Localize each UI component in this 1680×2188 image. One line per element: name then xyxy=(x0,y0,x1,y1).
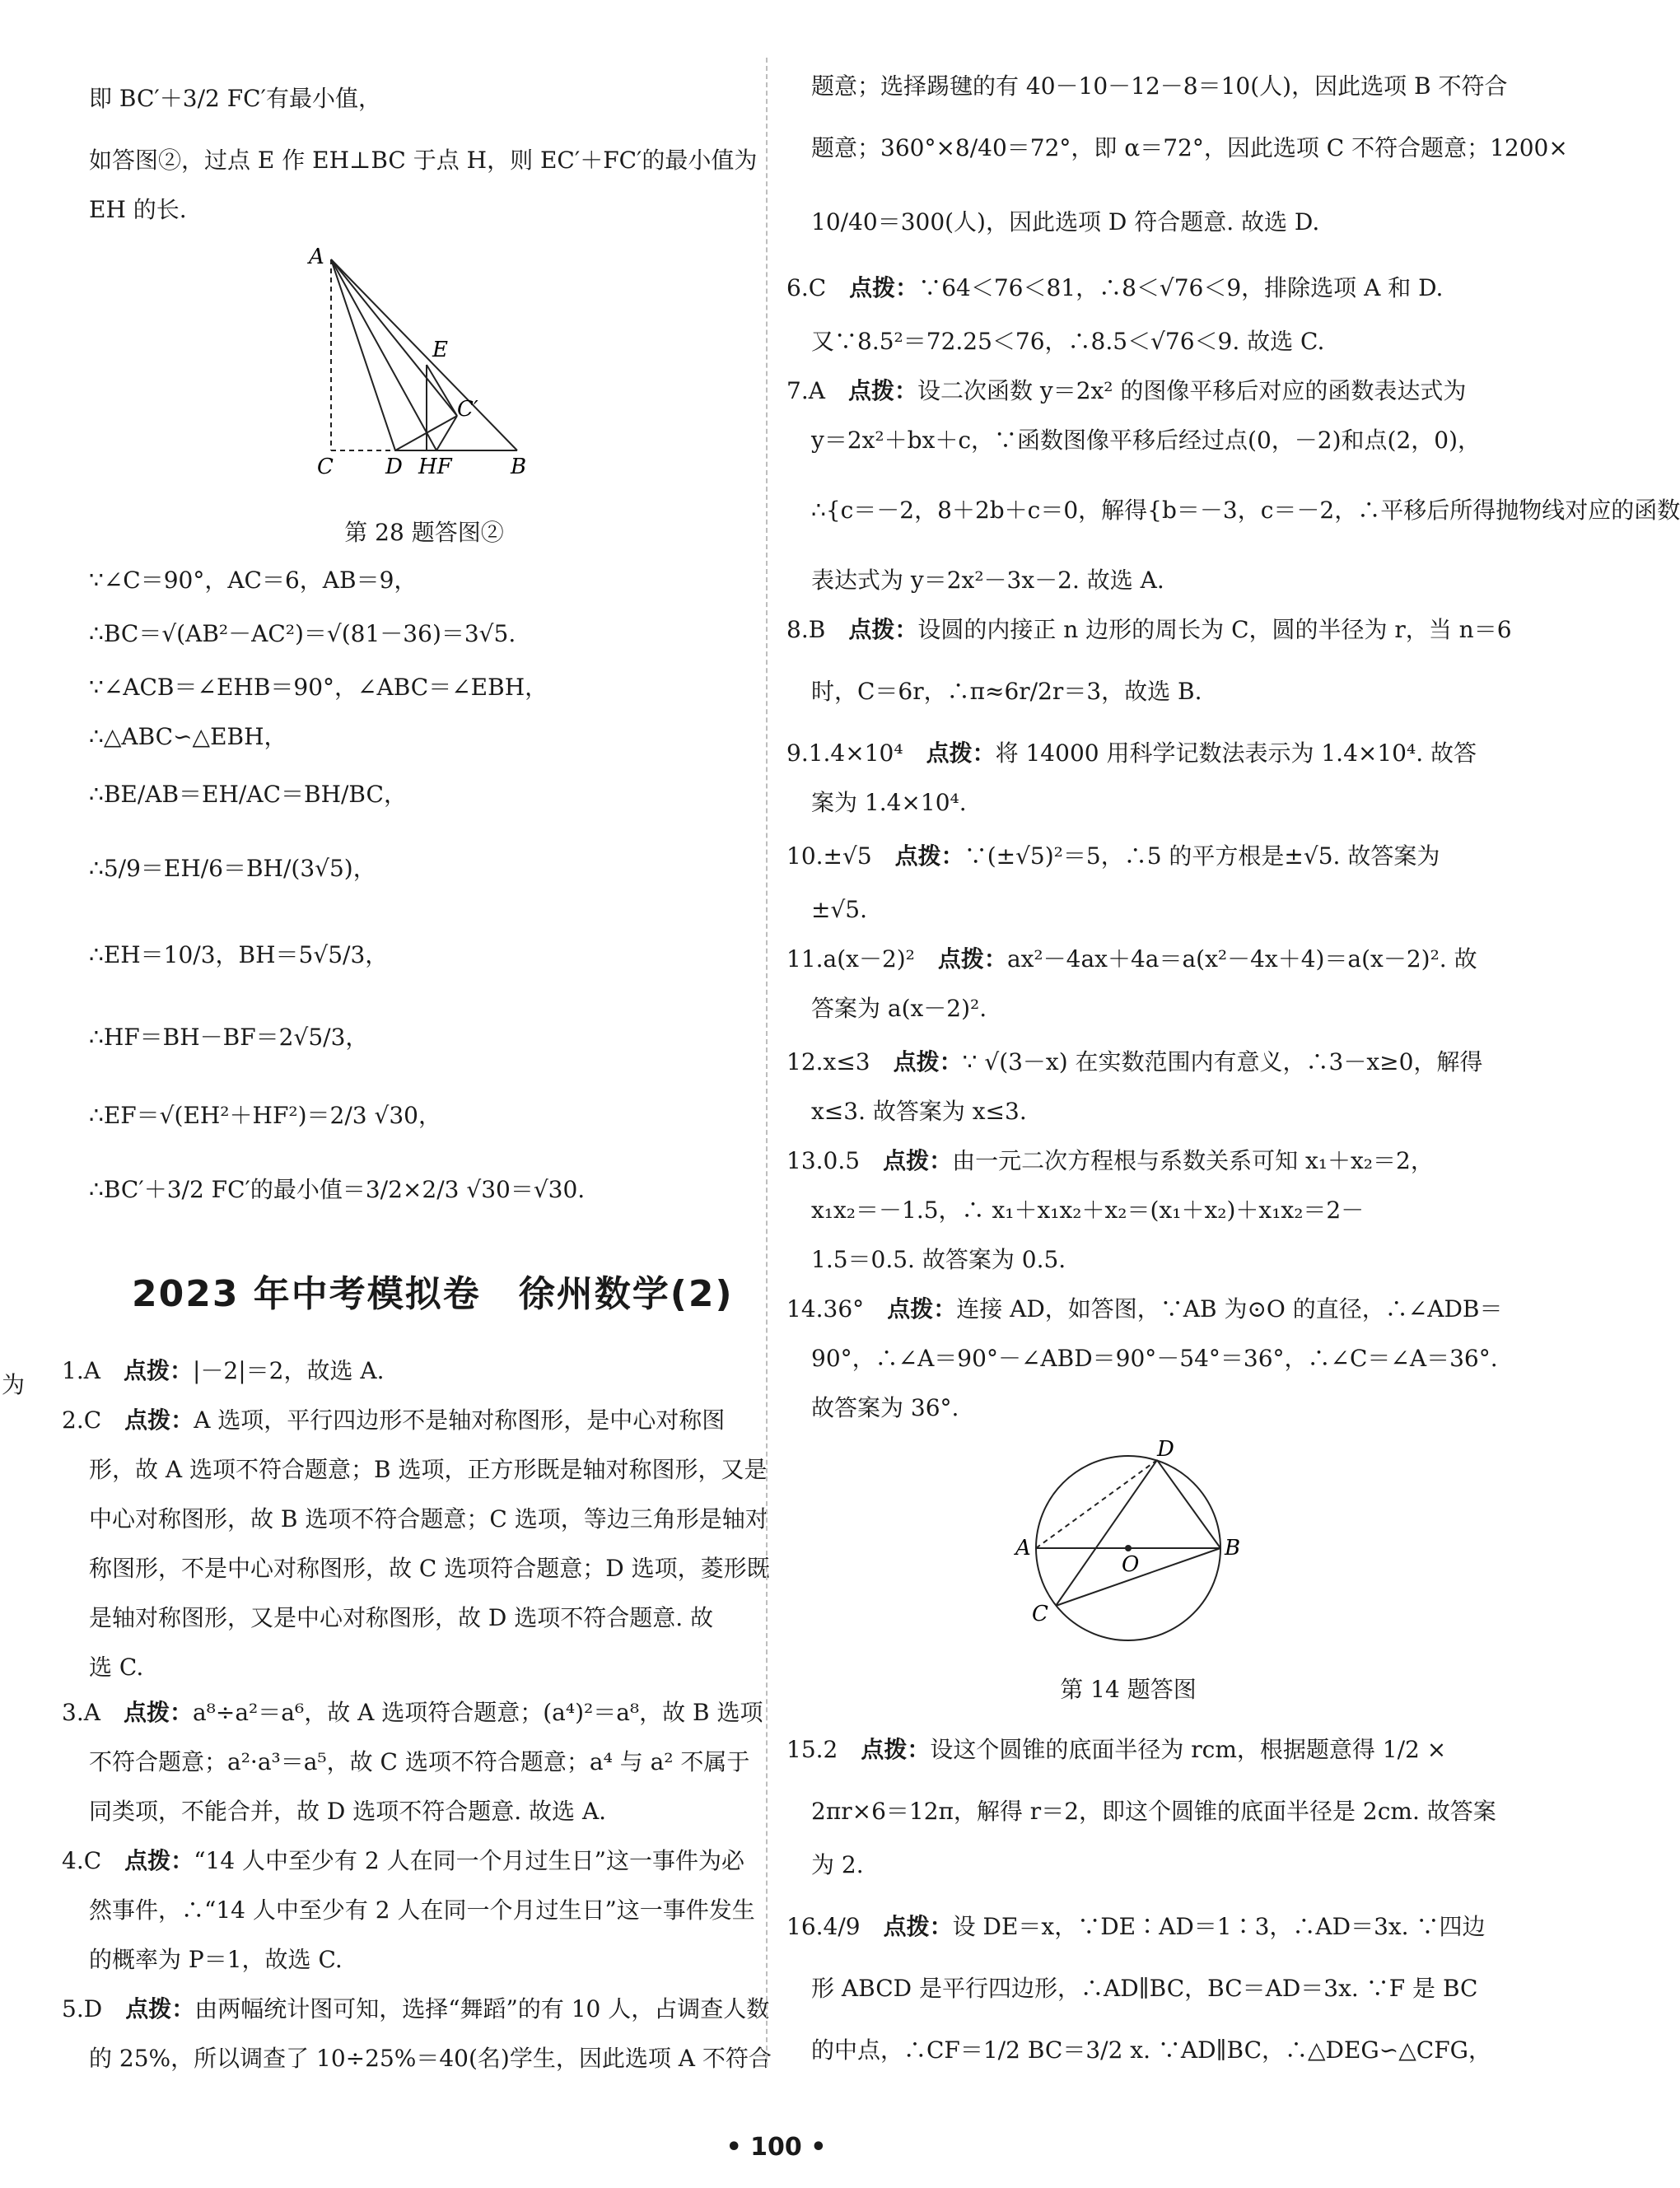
text-line: 不符合题意；a²·a³＝a⁵，故 C 选项不符合题意；a⁴ 与 a² 不属于 xyxy=(89,1748,750,1775)
solution-line: ∵∠ACB＝∠EHB＝90°，∠ABC＝∠EBH， xyxy=(89,674,548,701)
text-line: x₁x₂＝－1.5，∴ x₁＋x₁x₂＋x₂＝(x₁＋x₂)＋x₁x₂＝2－ xyxy=(811,1197,1365,1224)
answer-item-13: 13.0.5 点拨：由一元二次方程根与系数关系可知 x₁＋x₂＝2， xyxy=(786,1147,1434,1174)
figure-14-circle-diagram xyxy=(1009,1433,1256,1647)
figure-28-diagram xyxy=(296,243,560,490)
text-line: 的概率为 P＝1，故选 C. xyxy=(89,1946,343,1973)
text-line: 表达式为 y＝2x²－3x－2. 故选 A. xyxy=(811,567,1164,594)
text-line: y＝2x²＋bx＋c，∵函数图像平移后经过点(0，－2)和点(2，0)， xyxy=(811,427,1482,454)
label-A: A xyxy=(309,245,324,269)
text-line: 2πr×6＝12π，解得 r＝2，即这个圆锥的底面半径是 2cm. 故答案 xyxy=(811,1798,1496,1825)
solution-line: ∴5/9＝EH/6＝BH/(3√5)， xyxy=(89,855,376,882)
text-line: 为 2. xyxy=(811,1851,864,1878)
text-line: 又∵8.5²＝72.25＜76，∴8.5＜√76＜9. 故选 C. xyxy=(811,328,1325,355)
answer-item-6: 6.C 点拨：∵64＜76＜81，∴8＜√76＜9，排除选项 A 和 D. xyxy=(786,274,1444,301)
answer-item-15: 15.2 点拨：设这个圆锥的底面半径为 rcm，根据题意得 1/2 × xyxy=(786,1736,1447,1763)
solution-line: ∴HF＝BH－BF＝2√5/3， xyxy=(89,1024,369,1051)
answer-item-16: 16.4/9 点拨：设 DE＝x，∵DE∶AD＝1∶3，∴AD＝3x. ∵四边 xyxy=(786,1913,1486,1940)
label-E: E xyxy=(432,338,448,362)
text-line: 形 ABCD 是平行四边形，∴AD∥BC，BC＝AD＝3x. ∵F 是 BC xyxy=(811,1975,1478,2002)
text-line: ±√5. xyxy=(811,896,868,923)
answer-item-14: 14.36° 点拨：连接 AD，如答图，∵AB 为⊙O 的直径，∴∠ADB＝ xyxy=(786,1295,1503,1323)
text-line: 中心对称图形，故 B 选项不符合题意；C 选项，等边三角形是轴对 xyxy=(89,1505,768,1533)
text-line: 10/40＝300(人)，因此选项 D 符合题意. 故选 D. xyxy=(811,208,1320,236)
answer-item-4: 4.C 点拨：“14 人中至少有 2 人在同一个月过生日”这一事件为必 xyxy=(62,1847,744,1874)
text-line: ∴{c＝－2，8＋2b＋c＝0，解得{b＝－3，c＝－2，∴平移后所得抛物线对应的函数 xyxy=(811,497,1680,524)
solution-line: ∴BC′＋3/2 FC′的最小值＝3/2×2/3 √30＝√30. xyxy=(89,1176,586,1203)
edge-fragment: 为 xyxy=(2,1371,26,1398)
page-number: • 100 • xyxy=(726,2133,827,2162)
figure-14-caption: 第 14 题答图 xyxy=(1060,1676,1197,1703)
label-A: A xyxy=(1015,1536,1031,1561)
answer-item-7: 7.A 点拨：设二次函数 y＝2x² 的图像平移后对应的函数表达式为 xyxy=(786,377,1467,404)
solution-line: ∴△ABC∽△EBH， xyxy=(89,723,287,750)
answer-item-1: 1.A 点拨：|－2|＝2，故选 A. xyxy=(62,1357,385,1384)
solution-line: ∴BC＝√(AB²－AC²)＝√(81－36)＝3√5. xyxy=(89,620,516,647)
text-line: 的 25%，所以调查了 10÷25%＝40(名)学生，因此选项 A 不符合 xyxy=(89,2045,772,2072)
figure-28-caption: 第 28 题答图② xyxy=(344,519,504,546)
text-line: EH 的长. xyxy=(89,196,187,223)
text-line: 90°，∴∠A＝90°－∠ABD＝90°－54°＝36°，∴∠C＝∠A＝36°. xyxy=(811,1345,1498,1372)
label-HF: HF xyxy=(418,455,452,479)
answer-item-3: 3.A 点拨：a⁸÷a²＝a⁶，故 A 选项符合题意；(a⁴)²＝a⁸，故 B 选项 xyxy=(62,1699,763,1726)
text-line: 称图形，不是中心对称图形，故 C 选项符合题意；D 选项，菱形既 xyxy=(89,1555,770,1582)
solution-line: ∴EH＝10/3，BH＝5√5/3， xyxy=(89,941,389,968)
text-line: 如答图②，过点 E 作 EH⊥BC 于点 H，则 EC′＋FC′的最小值为 xyxy=(89,147,758,174)
answer-item-10: 10.±√5 点拨：∵(±√5)²＝5，∴5 的平方根是±√5. 故答案为 xyxy=(786,842,1440,870)
answer-item-8: 8.B 点拨：设圆的内接正 n 边形的周长为 C，圆的半径为 r，当 n＝6 xyxy=(786,616,1512,643)
label-D: D xyxy=(1157,1437,1174,1462)
answer-item-9: 9.1.4×10⁴ 点拨：将 14000 用科学记数法表示为 1.4×10⁴. 故答 xyxy=(786,739,1477,767)
text-line: 是轴对称图形，又是中心对称图形，故 D 选项不符合题意. 故 xyxy=(89,1604,714,1631)
column-divider xyxy=(766,58,768,2067)
text-line: 然事件，∴“14 人中至少有 2 人在同一个月过生日”这一事件发生 xyxy=(89,1896,755,1924)
label-D: D xyxy=(385,455,403,479)
text-line: 1.5＝0.5. 故答案为 0.5. xyxy=(811,1246,1066,1273)
text-line: 题意；选择踢毽的有 40－10－12－8＝10(人)，因此选项 B 不符合 xyxy=(811,72,1508,100)
section-title: 2023 年中考模拟卷 徐州数学(2) xyxy=(132,1273,734,1315)
text-line: 同类项，不能合并，故 D 选项不符合题意. 故选 A. xyxy=(89,1798,607,1825)
text-line: 形，故 A 选项不符合题意；B 选项，正方形既是轴对称图形，又是 xyxy=(89,1456,768,1483)
text-line: x≤3. 故答案为 x≤3. xyxy=(811,1098,1027,1125)
answer-item-11: 11.a(x－2)² 点拨：ax²－4ax＋4a＝a(x²－4x＋4)＝a(x－2)². 故 xyxy=(786,945,1477,973)
text-line: 案为 1.4×10⁴. xyxy=(811,789,967,816)
text-line: 题意；360°×8/40＝72°，即 α＝72°，因此选项 C 不符合题意；1200× xyxy=(811,134,1568,161)
label-C-prime: C′ xyxy=(457,397,478,422)
label-C: C xyxy=(1032,1602,1048,1626)
answer-item-5: 5.D 点拨：由两幅统计图可知，选择“舞蹈”的有 10 人，占调查人数 xyxy=(62,1995,770,2022)
answer-item-12: 12.x≤3 点拨：∵ √(3－x) 在实数范围内有意义，∴3－x≥0，解得 xyxy=(786,1048,1483,1075)
label-O: O xyxy=(1122,1552,1140,1577)
text-line: 答案为 a(x－2)². xyxy=(811,995,987,1022)
solution-line: ∴EF＝√(EH²＋HF²)＝2/3 √30， xyxy=(89,1102,441,1129)
solution-line: ∴BE/AB＝EH/AC＝BH/BC， xyxy=(89,781,407,808)
solution-line: ∵∠C＝90°，AC＝6，AB＝9， xyxy=(89,567,418,594)
text-line: 即 BC′＋3/2 FC′有最小值， xyxy=(89,85,381,112)
text-line: 时，C＝6r，∴π≈6r/2r＝3，故选 B. xyxy=(811,678,1202,705)
text-line: 故答案为 36°. xyxy=(811,1394,959,1421)
label-B: B xyxy=(511,455,527,479)
answer-item-2: 2.C 点拨：A 选项，平行四边形不是轴对称图形，是中心对称图 xyxy=(62,1407,726,1434)
text-line: 选 C. xyxy=(89,1654,144,1681)
label-B: B xyxy=(1225,1536,1241,1561)
text-line: 的中点，∴CF＝1/2 BC＝3/2 x. ∵AD∥BC，∴△DEG∽△CFG， xyxy=(811,2036,1492,2064)
label-C: C xyxy=(317,455,334,479)
